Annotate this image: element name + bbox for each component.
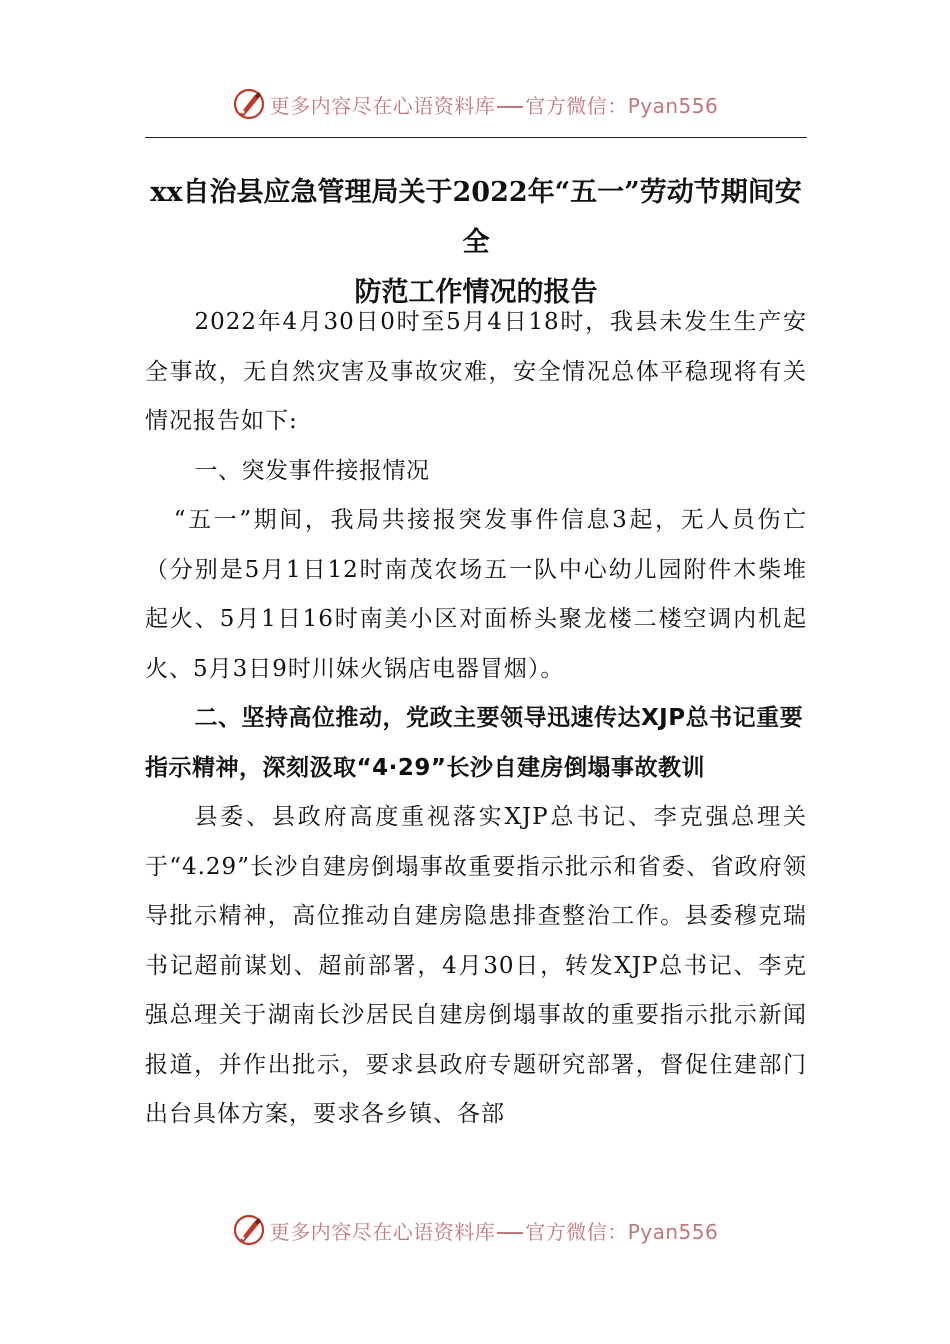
header-divider	[145, 137, 807, 138]
watermark-text: 更多内容尽在心语资料库 官方微信：Pyan556	[269, 1219, 719, 1244]
header-watermark	[0, 82, 950, 126]
document-body	[145, 298, 807, 1140]
section-2-heading: 二、坚持高位推动，党政主要领导迅速传达XJP总书记重要指示精神，深刻汲取“4·29”长沙自建房倒塌事故教训	[145, 705, 804, 781]
footer-watermark	[0, 1208, 950, 1252]
section-1-paragraph: “五一”期间，我局共接报突发事件信息3起，无人员伤亡（分别是5月1日12时南茂农场五一队中心幼儿园附件木柴堆起火、5月1日16时南美小区对面桥头聚龙楼二楼空调内机起火、5月3日9时川妹火锅店电器冒烟）。	[145, 507, 807, 682]
section-1-heading: 一、突发事件接报情况	[194, 457, 430, 484]
intro-paragraph: 2022年4月30日0时至5月4日18时，我县未发生生产安全事故，无自然灾害及事故灾难，安全情况总体平稳现将有关情况报告如下:	[145, 309, 807, 434]
title-line-1: xx自治县应急管理局关于2022年“五一”劳动节期间安全	[150, 177, 802, 258]
document-title	[145, 168, 807, 318]
watermark-text: 更多内容尽在心语资料库 官方微信：Pyan556	[269, 93, 719, 118]
title-line-2: 防范工作情况的报告	[354, 277, 598, 308]
section-2-paragraph: 县委、县政府高度重视落实XJP总书记、李克强总理关于“4.29”长沙自建房倒塌事故重要指示批示和省委、省政府领导批示精神，高位推动自建房隐患排查整治工作。县委穆克瑞书记超前谋划、超前部署，4月30日，转发XJP总书记、李克强总理关于湖南长沙居民自建房倒塌事故的重要指示批示新闻报道，并作出批示，要求县政府专题研究部署，督促住建部门出台具体方案，要求各乡镇、各部	[145, 804, 807, 1127]
pen-nib-logo-icon	[232, 1213, 266, 1247]
pen-nib-logo-icon	[232, 87, 266, 121]
